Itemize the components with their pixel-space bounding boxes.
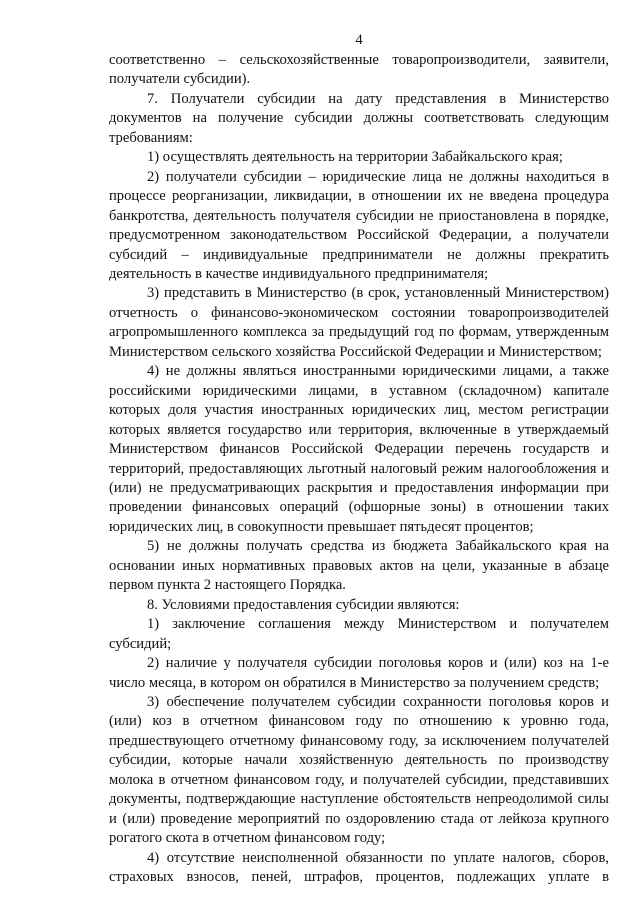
- document-page: [109, 31, 609, 887]
- paragraph: 8. Условиями предоставления субсидии являются:: [147, 596, 460, 613]
- paragraph: 4) отсутствие неисполненной обязанности по уплате налогов, сборов, страховых взносов, пеней, штрафов, процентов, подлежащих уплате в: [109, 849, 609, 886]
- paragraph: 3) обеспечение получателем субсидии сохранности поголовья коров и (или) коз в отчетном финансовом году по отношению к уровню года, предшествующего отчетному финансовому году, за исключением получателей субсидии, которые начали хозяйственную деятельность по производству молока в отчетном финансовом году, и получателей субсидии, представивших документы, подтверждающие наступление обстоятельств непреодолимой силы и (или) проведение мероприятий по оздоровлению стада от лейкоза крупного рогатого скота в отчетном финансовом году;: [109, 693, 609, 847]
- paragraph: 5) не должны получать средства из бюджета Забайкальского края на основании иных нормативных правовых актов на цели, указанные в абзаце первом пункта 2 настоящего Порядка.: [109, 538, 609, 594]
- paragraph: 1) осуществлять деятельность на территории Забайкальского края;: [147, 149, 563, 166]
- paragraph: 7. Получатели субсидии на дату представления в Министерство документов на получение субсидии должны соответствовать следующим требованиям:: [109, 90, 609, 146]
- paragraph: 1) заключение соглашения между Министерством и получателем субсидий;: [109, 616, 609, 652]
- paragraph: 2) наличие у получателя субсидии поголовья коров и (или) коз на 1-е число месяца, в котором он обратился в Министерство за получением средств;: [109, 655, 609, 691]
- paragraph: 2) получатели субсидии – юридические лица не должны находиться в процессе реорганизации, ликвидации, в отношении их не введена процедура банкротства, деятельность получателя субсидии не приостановлена в порядке, предусмотренном законодательством Российской Федерации, а получатели субсидий – индивидуальные предприниматели не должны прекратить деятельность в качестве индивидуального предпринимателя;: [109, 168, 609, 282]
- paragraph: 3) представить в Министерство (в срок, установленный Министерством) отчетность о финансово-экономическом состоянии товаропроизводителей агропромышленного комплекса за предыдущий год по формам, утвержденным Министерством сельского хозяйства Российской Федерации и Министерством;: [109, 285, 609, 360]
- page-number: 4: [355, 32, 363, 48]
- paragraph: 4) не должны являться иностранными юридическими лицами, а также российскими юридическими лицами, в уставном (складочном) капитале которых доля участия иностранных юридических лиц, местом регистрации которых является государство или территория, включенные в утверждаемый Министерством финансов Российской Федерации перечень государств и территорий, предоставляющих льготный налоговый режим налогообложения и (или) не предусматривающих раскрытия и предоставления информации при проведении финансовых операций (офшорные зоны) в отношении таких юридических лиц, в совокупности превышает пятьдесят процентов;: [109, 363, 609, 535]
- paragraph: соответственно – сельскохозяйственные товаропроизводители, заявители, получатели субсидии).: [109, 52, 609, 88]
- document-body: [109, 51, 609, 887]
